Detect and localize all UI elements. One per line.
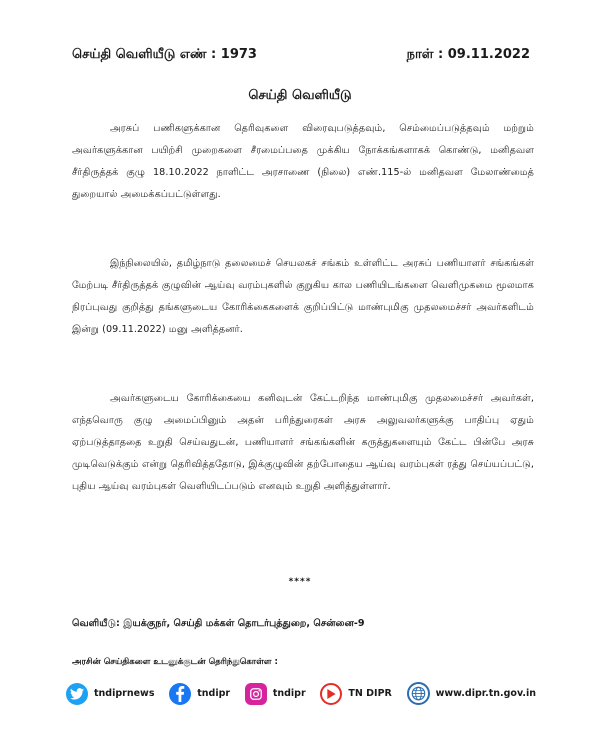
page-title: செய்தி வெளியீடு	[248, 88, 352, 103]
release-number: செய்தி வெளியீடு எண் : 1973	[72, 47, 257, 62]
facebook-label: tndipr	[197, 688, 231, 699]
twitter-icon	[66, 683, 88, 705]
social-youtube[interactable]	[320, 683, 391, 705]
youtube-label: TN DIPR	[348, 688, 392, 699]
instagram-icon	[245, 683, 267, 705]
website-label: www.dipr.tn.gov.in	[435, 688, 536, 699]
paragraph-2: இந்நிலையில், தமிழ்நாடு தலைமைச் செயலகச் சங்கம் உள்ளிட்ட அரசுப் பணியாளர் சங்கங்கள் மேற்படி சீர்திருத்தக் குழுவின் ஆய்வு வரம்புகளில் குறுகிய கால பணியிடங்களை வெளிமுகமை மூலமாக நிரப்புவது குறித்து தங்களுடைய கோரிக்கைகளைக் குறிப்பிட்டு மாண்புமிகு முதலமைச்சர் அவர்களிடம் இன்று (09.11.2022) மனு அளித்தனர்.	[72, 258, 534, 335]
twitter-label: tndiprnews	[94, 688, 155, 699]
social-links	[66, 682, 536, 705]
paragraph-1: அரசுப் பணிகளுக்கான தெரிவுகளை விரைவுபடுத்தவும், செம்மைப்படுத்தவும் மற்றும் அவர்களுக்கான பயிற்சி முறைகளை சீரமைப்பதை முக்கிய நோக்கங்களாகக் கொண்டு, மனிதவள சீர்திருத்தக் குழு 18.10.2022 நாளிட்ட அரசாணை (நிலை) எண்.115-ல் மனிதவள மேலாண்மைத் துறையால் அமைக்கப்பட்டுள்ளது.	[72, 123, 534, 200]
youtube-icon	[320, 683, 342, 705]
social-instagram[interactable]	[245, 683, 306, 705]
header-row	[72, 47, 530, 63]
release-line: வெளியீடு: இயக்குநர், செய்தி மக்கள் தொடர்புத்துறை, சென்னை-9	[72, 618, 365, 629]
social-website[interactable]	[407, 682, 536, 705]
social-twitter[interactable]	[66, 683, 154, 705]
website-icon	[407, 682, 430, 705]
paragraph-3: அவர்களுடைய கோரிக்கையை கனிவுடன் கேட்டறிந்த மாண்புமிகு முதலமைச்சர் அவர்கள், எந்தவொரு குழு அமைப்பினும் அதன் பரிந்துரைகள் அரசு அலுவலர்களுக்கு பாதிப்பு ஏதும் ஏற்படுத்தாததை உறுதி செய்வதுடன், பணியாளர் சங்கங்களின் கருத்துகளையும் கேட்ட பின்பே அரசு முடிவெடுக்கும் என்று தெரிவித்ததோடு, இக்குழுவின் தற்போதைய ஆய்வு வரம்புகள் ரத்து செய்யப்பட்டு, புதிய ஆய்வு வரம்புகள் வெளியிடப்படும் எனவும் உறுதி அளித்துள்ளார்.	[72, 393, 534, 492]
facebook-icon	[169, 683, 191, 705]
social-facebook[interactable]	[169, 683, 230, 705]
follow-line: அரசின் செய்திகளை உடனுக்குடன் தெரிந்துகொள்ள :	[72, 657, 278, 667]
separator: ****	[288, 577, 312, 587]
instagram-label: tndipr	[272, 688, 306, 699]
release-date: நாள் : 09.11.2022	[406, 47, 530, 62]
